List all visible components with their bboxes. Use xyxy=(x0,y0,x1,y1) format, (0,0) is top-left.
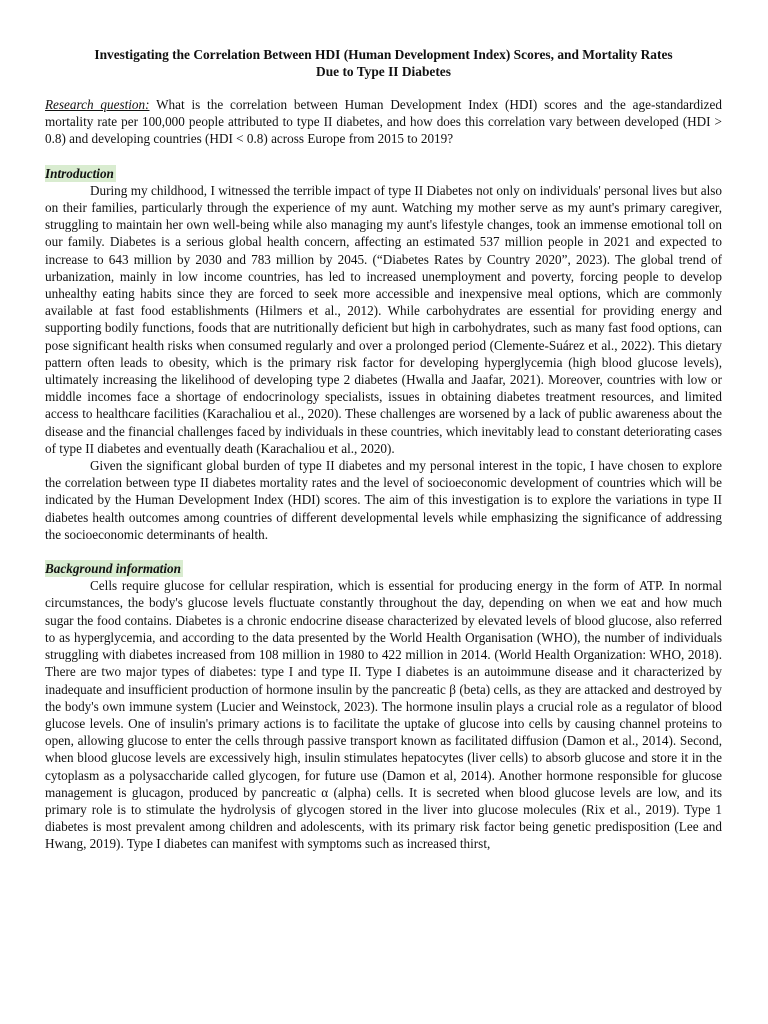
introduction-section xyxy=(45,148,722,543)
research-question xyxy=(45,96,722,148)
research-question-label: Research question: xyxy=(45,97,150,112)
document-page xyxy=(45,46,722,853)
document-title xyxy=(45,46,722,80)
introduction-paragraph-2: Given the significant global burden of type II diabetes and my personal interest in the topic, I have chosen to explore the correlation between type II diabetes mortality rates and the level of socioeconomic development of countries which will be indicated by the Human Development Index (HDI) scores. The aim of this investigation is to explore the variations in type II diabetes health outcomes among countries of different developmental levels while emphasizing the significance of addressing the socioeconomic determinants of health. xyxy=(45,458,722,542)
research-question-text: What is the correlation between Human Development Index (HDI) scores and the age-standardized mortality rate per 100,000 people attributed to type II diabetes, and how does this correlation vary between developed (HDI > 0.8) and developing countries (HDI < 0.8) across Europe from 2015 to 2019? xyxy=(45,97,722,147)
title-line-2: Due to Type II Diabetes xyxy=(316,64,451,79)
background-heading: Background information xyxy=(45,561,181,577)
background-paragraph-1: Cells require glucose for cellular respiration, which is essential for producing energy in the form of ATP. In normal circumstances, the body's glucose levels fluctuate constantly throughout the day, depending on when we eat and how much sugar the food contains. Diabetes is a chronic endocrine disease characterized by elevated levels of blood glucose, also referred to as hyperglycemia, and according to the data presented by the World Health Organisation (WHO), the number of individuals struggling with diabetes increased from 108 million in 1980 to 422 million in 2014. (World Health Organization: WHO, 2018). There are two major types of diabetes: type I and type II. Type I diabetes is an autoimmune disease and it characterized by inadequate and insufficient production of hormone insulin by the pancreatic β (beta) cells, as they are attacked and destroyed by the body's own immune system (Lucier and Weinstock, 2023). The hormone insulin plays a crucial role as a regulator of blood glucose levels. One of insulin's primary actions is to facilitate the uptake of glucose into cells by causing channel proteins to open, allowing glucose to enter the cells through passive transport known as facilitated diffusion (Damon et al., 2014). Second, when blood glucose levels are excessively high, insulin stimulates hepatocytes (liver cells) to absorb glucose and store it in the cytoplasm as a polysaccharide called glycogen, for future use (Damon et al, 2014). Another hormone responsible for glucose management is glucagon, produced by pancreatic α (alpha) cells. It is secreted when blood glucose levels are low, and its primary role is to stimulate the hydrolysis of glycogen stored in the liver into glucose molecules (Rix et al., 2019). Type 1 diabetes is most prevalent among children and adolescents, with its primary risk factor being genetic predisposition (Lee and Hwang, 2019). Type I diabetes can manifest with symptoms such as increased thirst, xyxy=(45,578,722,852)
introduction-paragraph-1: During my childhood, I witnessed the terrible impact of type II Diabetes not only on individuals' personal lives but also on their families, particularly through the experience of my aunt. Watching my mother serve as my aunt's primary caregiver, struggling to maintain her own well-being while also managing my aunt's lifestyle changes, took an immense emotional toll on our family. Diabetes is a serious global health concern, affecting an estimated 537 million people in 2021 and expected to increase to 643 million by 2030 and 783 million by 2045. (“Diabetes Rates by Country 2020”, 2023). The global trend of urbanization, mainly in low income countries, has led to increased unemployment and poverty, forcing people to develop unhealthy eating habits since they are forced to seek more accessible and inexpensive meal options, which are commonly available at fast food establishments (Hilmers et al., 2012). While carbohydrates are essential for providing energy and supporting bodily functions, foods that are nutritionally deficient but high in carbohydrates, such as many fast food options, can pose significant health risks when consumed regularly and over a prolonged period (Clemente-Suárez et al., 2022). This dietary pattern often leads to obesity, which is the primary risk factor for developing hyperglycemia (high blood glucose levels), ultimately increasing the likelihood of developing type 2 diabetes (Hwalla and Jaafar, 2021). Moreover, countries with low or middle incomes face a shortage of endocrinology specialists, issues in obtaining diabetes treatment resources, and limited access to healthcare facilities (Karachaliou et al., 2020). These challenges are worsened by a lack of public awareness about the disease and the financial challenges faced by individuals in these countries, which inevitably lead to constant deteriorating cases of type II diabetes and eventually death (Karachaliou et al., 2020). xyxy=(45,182,722,456)
introduction-heading: Introduction xyxy=(45,165,114,181)
background-section xyxy=(45,543,722,852)
title-line-1: Investigating the Correlation Between HDI (Human Development Index) Scores, and Mortality Rates xyxy=(94,47,673,62)
